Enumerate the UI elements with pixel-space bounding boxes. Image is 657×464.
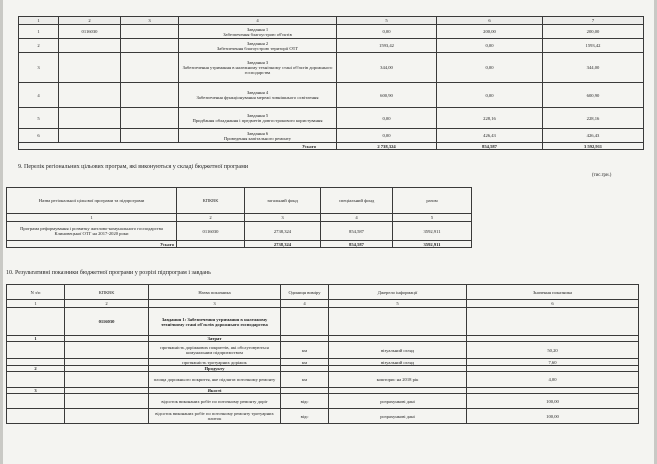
value-cell: 50,20 xyxy=(467,342,639,359)
col-num: 6 xyxy=(437,17,543,25)
programs-table xyxy=(6,187,472,248)
kpkvk-cell: 0116030 xyxy=(59,25,121,39)
total-row xyxy=(7,241,472,248)
col-num: 1 xyxy=(7,214,177,222)
col-num: 3 xyxy=(121,17,179,25)
tasks-header-row xyxy=(19,17,644,25)
table-row xyxy=(7,409,639,424)
value-cell: 100,00 xyxy=(467,409,639,424)
special-fund-cell: 426,43 xyxy=(437,129,543,143)
indicators-header-row xyxy=(7,285,639,300)
page-edge-left xyxy=(0,0,3,464)
source-cell: розрахункові дані xyxy=(329,409,467,424)
task-cell: Завдання 5 Придбання обладнання і предметів довгострокового користування xyxy=(179,108,337,129)
section9-heading: 9. Перелік регіональних цільових програм, які виконуються у складі бюджетної програми xyxy=(18,164,249,170)
indicators-num-row xyxy=(7,300,639,308)
source-cell: розрахункові дані xyxy=(329,394,467,409)
col-num: 7 xyxy=(543,17,644,25)
value-cell: 7,60 xyxy=(467,359,639,366)
kpkvk-cell xyxy=(59,53,121,83)
empty-cell xyxy=(7,308,65,336)
source-cell: візуальний огляд xyxy=(329,359,467,366)
kpkvk-cell: 0116030 xyxy=(65,308,149,336)
col-kpkvk: КПКВК xyxy=(65,285,149,300)
indicators-table xyxy=(6,284,639,424)
task-name-cell: Завдання 1: Забезпечення утримання в належному технічному стані об'єктів дорожнього господарства xyxy=(149,308,281,336)
col-unit: Одиниця виміру xyxy=(281,285,329,300)
total-cell: 3592,911 xyxy=(393,222,472,241)
empty-cell xyxy=(121,25,179,39)
empty-cell xyxy=(65,342,149,359)
empty-cell xyxy=(329,308,467,336)
programs-header-row xyxy=(7,188,472,214)
col-num: 3 xyxy=(149,300,281,308)
kpkvk-cell: 0116030 xyxy=(177,222,245,241)
section10-heading: 10. Результативні показники бюджетної програми у розрізі підпрограм і завдань xyxy=(6,270,211,276)
task-row xyxy=(7,308,639,336)
empty-cell xyxy=(65,409,149,424)
total-cell: 426,43 xyxy=(543,129,644,143)
row-number: 2 xyxy=(19,39,59,53)
col-total: разом xyxy=(393,188,472,214)
total-row xyxy=(19,143,644,150)
col-num: 5 xyxy=(393,214,472,222)
table-row xyxy=(7,359,639,366)
col-special-fund: спеціальний фонд xyxy=(321,188,393,214)
table-row xyxy=(19,39,644,53)
row-number: 5 xyxy=(19,108,59,129)
table-row xyxy=(7,394,639,409)
total-general-fund: 2738,324 xyxy=(245,241,321,248)
special-fund-cell: 854,587 xyxy=(321,222,393,241)
col-source: Джерело інформації xyxy=(329,285,467,300)
col-num: 4 xyxy=(179,17,337,25)
section9-unit: (тис.грн.) xyxy=(592,173,612,178)
unit-cell: км xyxy=(281,359,329,366)
table-row xyxy=(19,108,644,129)
task-cell: Завдання 3 Забезпечення утримання в належному технічному стані об'єктів дорожнього господарства xyxy=(179,53,337,83)
col-num: 2 xyxy=(59,17,121,25)
table-row xyxy=(7,342,639,359)
program-name-cell: Програма реформування і розвитку житлово-комунального господарства Клиновецької ОТГ на 2017-2020 роки xyxy=(7,222,177,241)
row-number: 6 xyxy=(19,129,59,143)
total-cell: 200,00 xyxy=(543,25,644,39)
indicator-name-cell: відсоток виконаних робіт по поточному ремонту тротуарних плиток xyxy=(149,409,281,424)
total-general-fund: 2 738,324 xyxy=(337,143,437,150)
indicator-name-cell: протяжність тротуарних доріжок xyxy=(149,359,281,366)
col-kpkvk: КПКВК xyxy=(177,188,245,214)
general-fund-cell: 344,00 xyxy=(337,53,437,83)
table-row xyxy=(7,372,639,388)
col-num: 2 xyxy=(177,214,245,222)
total-special-fund: 854,587 xyxy=(437,143,543,150)
group-label: Якості xyxy=(149,388,281,394)
value-cell: 4,00 xyxy=(467,372,639,388)
table-row xyxy=(19,25,644,39)
empty-cell xyxy=(7,409,65,424)
special-fund-cell: 0,00 xyxy=(437,53,543,83)
table-row xyxy=(19,129,644,143)
col-value: Значення показника xyxy=(467,285,639,300)
total-label: Усього xyxy=(19,143,337,150)
row-number: 3 xyxy=(19,53,59,83)
total-cell: 228,16 xyxy=(543,108,644,129)
empty-cell xyxy=(177,241,245,248)
group-label: Затрат xyxy=(149,336,281,342)
col-num: 3 xyxy=(245,214,321,222)
col-program-name: Назва регіональної цільової програми та підпрограми xyxy=(7,188,177,214)
total-cell: 600,90 xyxy=(543,83,644,108)
source-cell: візуальний огляд xyxy=(329,342,467,359)
general-fund-cell: 0,00 xyxy=(337,129,437,143)
total-all: 3 592,911 xyxy=(543,143,644,150)
general-fund-cell: 2738,324 xyxy=(245,222,321,241)
total-all: 3592,911 xyxy=(393,241,472,248)
kpkvk-cell xyxy=(59,83,121,108)
empty-cell xyxy=(7,372,65,388)
indicator-name-cell: протяжність доріжкових покриттів, які обслуговуються комунальним підприємством xyxy=(149,342,281,359)
tasks-table xyxy=(18,16,644,150)
empty-cell xyxy=(65,394,149,409)
kpkvk-cell xyxy=(59,39,121,53)
col-num: 6 xyxy=(467,300,639,308)
col-num: 2 xyxy=(65,300,149,308)
empty-cell xyxy=(467,308,639,336)
table-row xyxy=(7,222,472,241)
col-num: 1 xyxy=(19,17,59,25)
kpkvk-cell xyxy=(59,108,121,129)
empty-cell xyxy=(121,83,179,108)
empty-cell xyxy=(121,129,179,143)
empty-cell xyxy=(65,372,149,388)
special-fund-cell: 0,00 xyxy=(437,39,543,53)
indicator-name-cell: відсоток виконаних робіт по поточному ремонту доріг xyxy=(149,394,281,409)
task-cell: Завдання 4 Забезпечення функціонування мережі зовнішнього освітлення xyxy=(179,83,337,108)
group-number: 3 xyxy=(7,388,65,394)
value-cell: 100,00 xyxy=(467,394,639,409)
empty-cell xyxy=(121,108,179,129)
empty-cell xyxy=(7,394,65,409)
empty-cell xyxy=(121,53,179,83)
total-cell: 1593,42 xyxy=(543,39,644,53)
group-number: 1 xyxy=(7,336,65,342)
task-cell: Завдання 6 Проведення капітального ремонту xyxy=(179,129,337,143)
total-cell: 344,00 xyxy=(543,53,644,83)
unit-cell: відс xyxy=(281,409,329,424)
col-num: 4 xyxy=(281,300,329,308)
total-label: Усього xyxy=(7,241,177,248)
task-cell: Завдання 1 Забезпечення благоустрою об'єктів xyxy=(179,25,337,39)
group-number: 2 xyxy=(7,366,65,372)
empty-cell xyxy=(121,39,179,53)
special-fund-cell: 200,00 xyxy=(437,25,543,39)
total-special-fund: 854,587 xyxy=(321,241,393,248)
col-num: 5 xyxy=(329,300,467,308)
unit-cell: км xyxy=(281,342,329,359)
general-fund-cell: 0,00 xyxy=(337,108,437,129)
special-fund-cell: 0,00 xyxy=(437,83,543,108)
table-row xyxy=(19,83,644,108)
group-label: Продукту xyxy=(149,366,281,372)
col-num: 1 xyxy=(7,300,65,308)
row-number: 4 xyxy=(19,83,59,108)
empty-cell xyxy=(7,342,65,359)
col-general-fund: загальний фонд xyxy=(245,188,321,214)
table-row xyxy=(19,53,644,83)
unit-cell: км xyxy=(281,372,329,388)
empty-cell xyxy=(281,308,329,336)
kpkvk-cell xyxy=(59,129,121,143)
special-fund-cell: 228,16 xyxy=(437,108,543,129)
empty-cell xyxy=(65,359,149,366)
indicator-name-cell: площа дорожнього покриття, яке підлягає поточному ремонту xyxy=(149,372,281,388)
col-number: N з/п xyxy=(7,285,65,300)
general-fund-cell: 1593,42 xyxy=(337,39,437,53)
general-fund-cell: 600,90 xyxy=(337,83,437,108)
col-indicator-name: Назва показника xyxy=(149,285,281,300)
general-fund-cell: 0,00 xyxy=(337,25,437,39)
source-cell: кошторис на 2018 рік xyxy=(329,372,467,388)
unit-cell: відс xyxy=(281,394,329,409)
programs-num-row xyxy=(7,214,472,222)
col-num: 4 xyxy=(321,214,393,222)
col-num: 5 xyxy=(337,17,437,25)
empty-cell xyxy=(7,359,65,366)
row-number: 1 xyxy=(19,25,59,39)
task-cell: Завдання 2 Забезпечення благоустрою території ОТГ xyxy=(179,39,337,53)
